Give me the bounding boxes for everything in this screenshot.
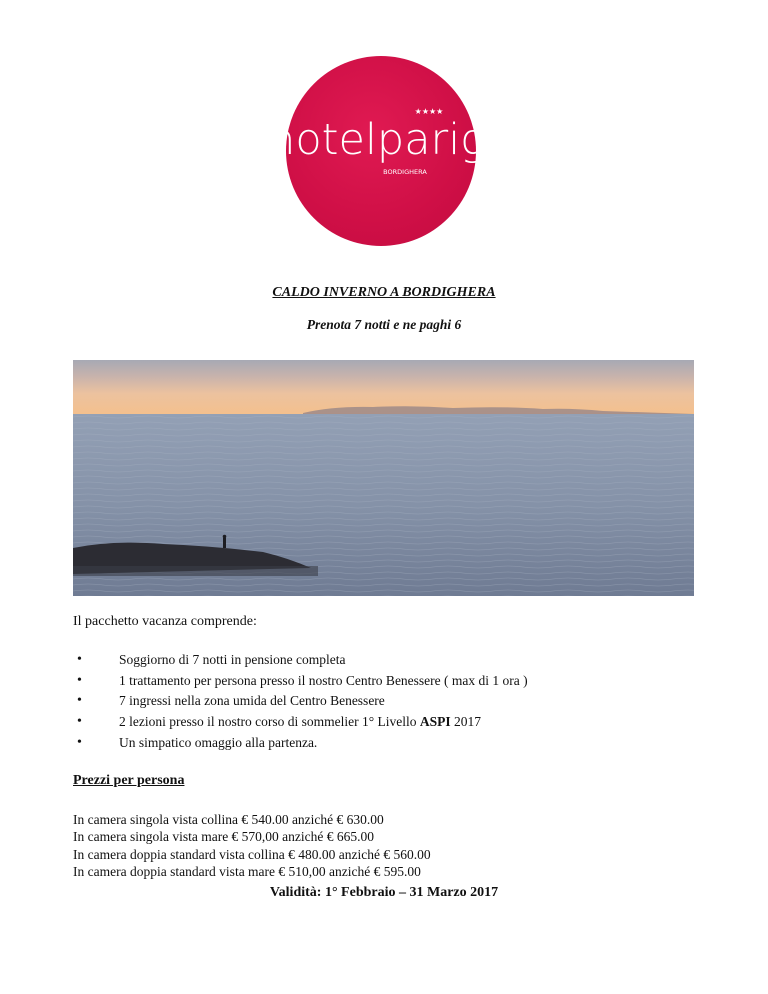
list-item-text: 2017 bbox=[450, 714, 481, 730]
list-item: • 1 trattamento per persona presso il nostro Centro Benessere ( max di 1 ora ) bbox=[73, 671, 528, 692]
list-item-bold: ASPI bbox=[419, 714, 451, 730]
prices-list bbox=[73, 811, 431, 881]
logo-wordmark bbox=[268, 56, 498, 246]
price-line: In camera doppia standard vista mare € 510,00 anziché € 595.00 bbox=[73, 864, 421, 880]
offer-subtitle: Prenota 7 notti e ne paghi 6 bbox=[306, 317, 462, 332]
validity-period: Validità: 1° Febbraio – 31 Marzo 2017 bbox=[269, 885, 499, 900]
list-item: • Un simpatico omaggio alla partenza. bbox=[73, 733, 528, 754]
package-list bbox=[73, 650, 528, 754]
logo-stars: ★★★★ bbox=[414, 107, 444, 116]
logo-name: hotelparigi bbox=[268, 115, 498, 165]
sunset-sea-photo bbox=[73, 360, 694, 596]
price-line: In camera singola vista collina € 540.00 anziché € 630.00 bbox=[73, 812, 384, 827]
package-intro: Il pacchetto vacanza comprende: bbox=[73, 614, 257, 629]
price-line: In camera doppia standard vista collina € 480.00 anziché € 560.00 bbox=[73, 846, 431, 862]
list-item-text: 2 lezioni presso il nostro corso di sommelier 1° Livello bbox=[119, 714, 420, 730]
prices-heading: Prezzi per persona bbox=[73, 773, 185, 788]
hotel-logo bbox=[268, 56, 498, 246]
list-item bbox=[73, 712, 528, 733]
list-item: • 7 ingressi nella zona umida del Centro Benessere bbox=[73, 691, 528, 712]
logo-location: BORDIGHERA bbox=[383, 168, 427, 176]
list-item: • Soggiorno di 7 notti in pensione completa bbox=[73, 650, 528, 671]
offer-title: CALDO INVERNO A BORDIGHERA bbox=[272, 285, 496, 300]
price-line: In camera singola vista mare € 570,00 anziché € 665.00 bbox=[73, 829, 375, 845]
